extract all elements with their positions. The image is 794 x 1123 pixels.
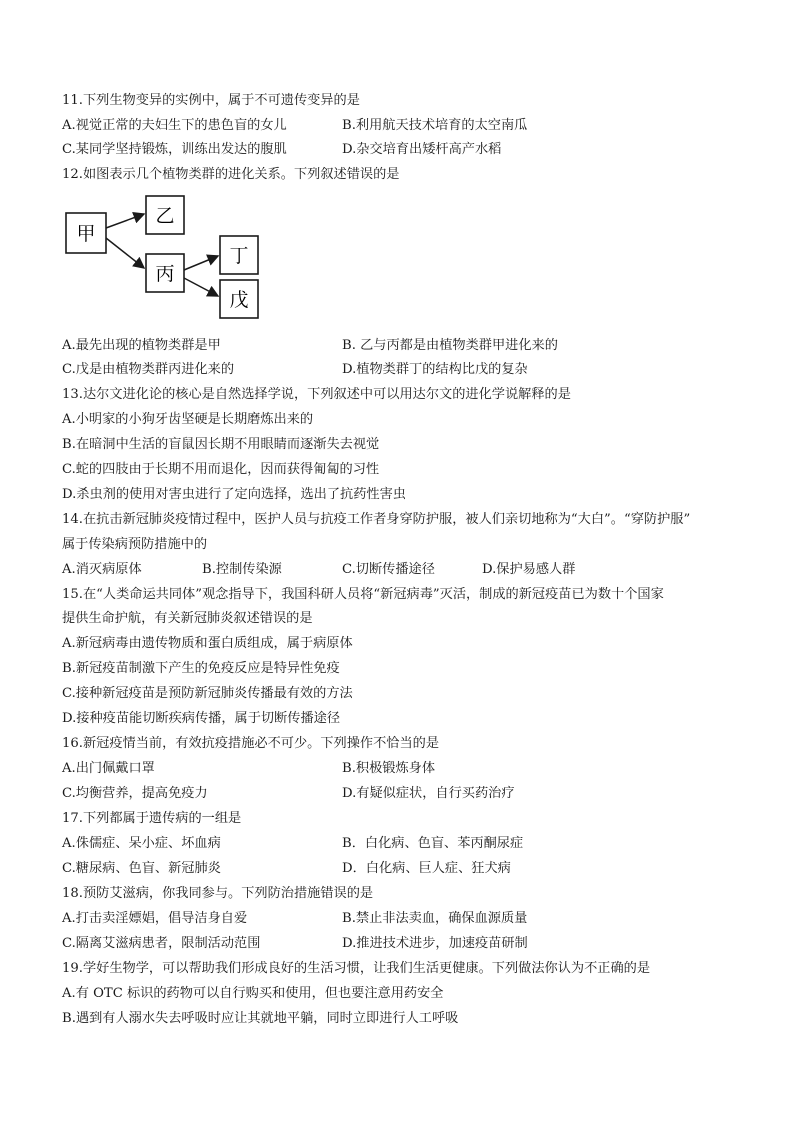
q11-option-c: C.某同学坚持锻炼，训练出发达的腹肌 bbox=[62, 142, 287, 157]
q13-option-a: A.小明家的小狗牙齿坚硬是长期磨炼出来的 bbox=[62, 412, 314, 427]
q14-stem-line2: 属于传染病预防措施中的 bbox=[62, 537, 208, 552]
q19-option-a: A.有 OTC 标识的药物可以自行购买和使用，但也要注意用药安全 bbox=[62, 986, 444, 1001]
arrow-bing-ding bbox=[184, 256, 218, 270]
q13-stem: 13.达尔文进化论的核心是自然选择学说，下列叙述中可以用达尔文的进化学说解释的是 bbox=[62, 387, 571, 402]
q12-option-a: A.最先出现的植物类群是甲 bbox=[62, 338, 221, 353]
q13-option-c: C.蛇的四肢由于长期不用而退化，因而获得匍匐的习性 bbox=[62, 462, 380, 477]
q15-stem-line1: 15.在“人类命运共同体”观念指导下，我国科研人员将“新冠病毒”灭活，制成的新冠疫苗已为数十个国家 bbox=[62, 587, 664, 602]
label-wu: 戊 bbox=[229, 289, 249, 311]
evolution-diagram bbox=[62, 192, 272, 322]
q14-option-b: B.控制传染源 bbox=[202, 562, 282, 577]
q11-option-d: D.杂交培育出矮杆高产水稻 bbox=[342, 142, 502, 157]
q16-stem: 16.新冠疫情当前，有效抗疫措施必不可少。下列操作不恰当的是 bbox=[62, 736, 440, 751]
q13-option-b: B.在暗洞中生活的盲鼠因长期不用眼睛而逐渐失去视觉 bbox=[62, 437, 380, 452]
label-ding: 丁 bbox=[229, 245, 249, 267]
q14-option-d: D.保护易感人群 bbox=[482, 562, 576, 577]
q18-option-b: B.禁止非法卖血，确保血源质量 bbox=[342, 911, 528, 926]
label-bing: 丙 bbox=[155, 263, 175, 285]
arrow-jia-yi bbox=[106, 214, 144, 228]
q14-option-c: C.切断传播途径 bbox=[342, 562, 435, 577]
q18-option-d: D.推进技术进步，加速疫苗研制 bbox=[342, 936, 528, 951]
q16-option-c: C.均衡营养，提高免疫力 bbox=[62, 786, 208, 801]
q16-option-d: D.有疑似症状，自行买药治疗 bbox=[342, 786, 515, 801]
q15-option-c: C.接种新冠疫苗是预防新冠肺炎传播最有效的方法 bbox=[62, 686, 353, 701]
q17-option-b: B．白化病、色盲、苯丙酮尿症 bbox=[342, 836, 524, 851]
q14-option-a: A.消灭病原体 bbox=[62, 562, 142, 577]
q12-option-d: D.植物类群丁的结构比戊的复杂 bbox=[342, 362, 528, 377]
q11-option-b: B.利用航天技术培育的太空南瓜 bbox=[342, 118, 528, 133]
label-jia: 甲 bbox=[76, 223, 96, 245]
q18-option-a: A.打击卖淫嫖娼，倡导洁身自爱 bbox=[62, 911, 248, 926]
q17-option-c: C.糖尿病、色盲、新冠肺炎 bbox=[62, 861, 221, 876]
q14-stem-line1: 14.在抗击新冠肺炎疫情过程中，医护人员与抗疫工作者身穿防护服，被人们亲切地称为“大白”。“穿防护服” bbox=[62, 512, 691, 527]
q18-stem: 18.预防艾滋病，你我同参与。下列防治措施错误的是 bbox=[62, 886, 374, 901]
q18-option-c: C.隔离艾滋病患者，限制活动范围 bbox=[62, 936, 261, 951]
label-yi: 乙 bbox=[155, 205, 175, 227]
q13-option-d: D.杀虫剂的使用对害虫进行了定向选择，选出了抗药性害虫 bbox=[62, 487, 406, 502]
q17-stem: 17.下列都属于遗传病的一组是 bbox=[62, 811, 242, 826]
q15-stem-line2: 提供生命护航，有关新冠肺炎叙述错误的是 bbox=[62, 611, 313, 626]
q12-stem: 12.如图表示几个植物类群的进化关系。下列叙述错误的是 bbox=[62, 167, 400, 182]
q15-option-b: B.新冠疫苗制激下产生的免疫反应是特异性免疫 bbox=[62, 661, 340, 676]
q15-option-d: D.接种疫苗能切断疾病传播，属于切断传播途径 bbox=[62, 711, 341, 726]
q16-option-a: A.出门佩戴口罩 bbox=[62, 761, 155, 776]
q16-option-b: B.积极锻炼身体 bbox=[342, 761, 436, 776]
arrow-jia-bing bbox=[106, 238, 144, 268]
q19-option-b: B.遇到有人溺水失去呼吸时应让其就地平躺，同时立即进行人工呼吸 bbox=[62, 1011, 459, 1026]
q11-option-a: A.视觉正常的夫妇生下的患色盲的女儿 bbox=[62, 118, 287, 133]
q15-option-a: A.新冠病毒由遗传物质和蛋白质组成，属于病原体 bbox=[62, 636, 353, 651]
q17-option-a: A.侏儒症、呆小症、坏血病 bbox=[62, 836, 221, 851]
q17-option-d: D．白化病、巨人症、狂犬病 bbox=[342, 861, 511, 876]
q11-stem: 11.下列生物变异的实例中，属于不可遗传变异的是 bbox=[62, 93, 360, 108]
q12-option-c: C.戊是由植物类群丙进化来的 bbox=[62, 362, 235, 377]
arrow-bing-wu bbox=[184, 278, 218, 296]
q12-option-b: B. 乙与丙都是由植物类群甲进化来的 bbox=[342, 338, 558, 353]
q19-stem: 19.学好生物学，可以帮助我们形成良好的生活习惯，让我们生活更健康。下列做法你认为不正确的是 bbox=[62, 961, 651, 976]
